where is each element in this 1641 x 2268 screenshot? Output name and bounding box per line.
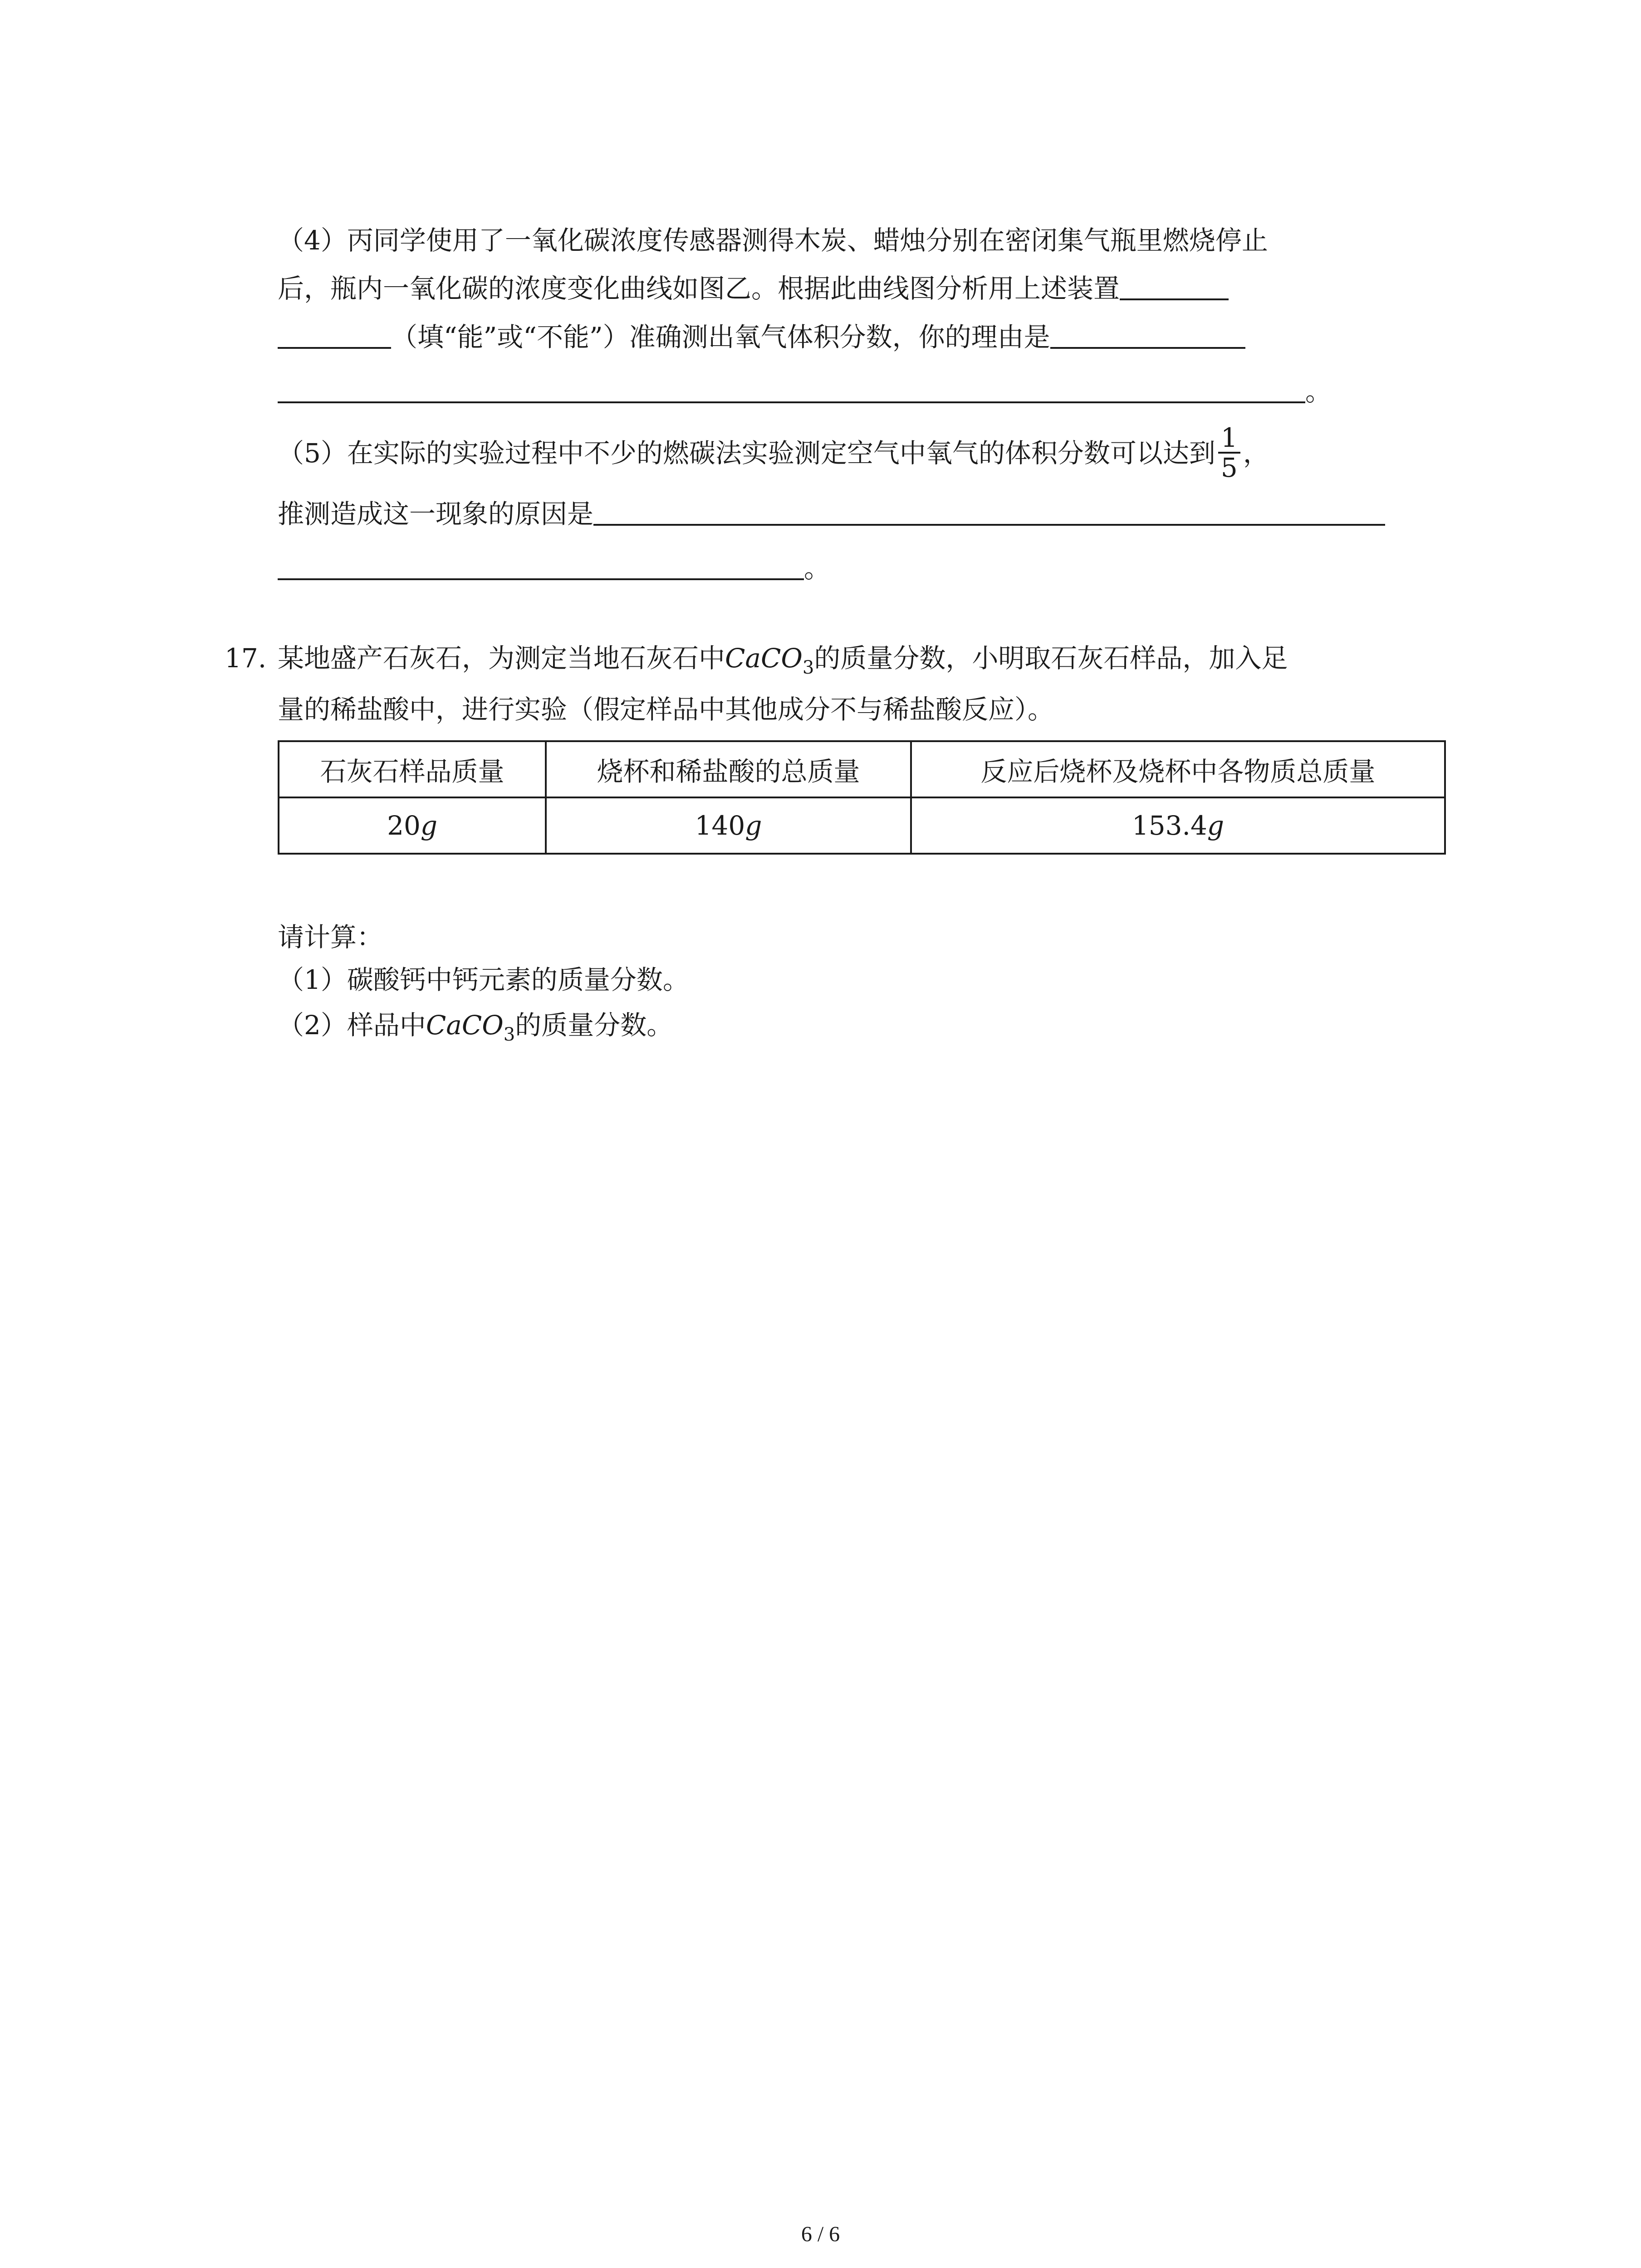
q17-number: 17.: [225, 643, 267, 674]
q16-part5-line1: （5）在实际的实验过程中不少的燃碳法实验测定空气中氧气的体积分数可以达到 $\frac{1}{5}$ ，: [278, 422, 1269, 483]
table-cell: 20g: [279, 797, 546, 854]
answer-blank-can-or-cannot-cont[interactable]: [278, 319, 391, 349]
table-header-cell: 烧杯和稀盐酸的总质量: [546, 741, 911, 797]
q16-part5-line2: 推测造成这一现象的原因是: [278, 496, 1385, 532]
table-header-cell: 反应后烧杯及烧杯中各物质总质量: [911, 741, 1445, 797]
q16-part4-line4: 。: [278, 373, 1332, 410]
q16-part5-line3: 。: [278, 550, 830, 587]
answer-blank-reason[interactable]: [1050, 319, 1245, 349]
q17-sub2: （2）样品中CaCO$_3$的质量分数。: [278, 1010, 673, 1045]
formula-caco3: CaCO$_3$: [725, 643, 814, 678]
answer-blank-reason-cont[interactable]: [278, 373, 1305, 403]
formula-caco3: CaCO$_3$: [426, 1010, 515, 1045]
fraction-one-fifth: $\frac{1}{5}$: [1218, 424, 1240, 482]
q17-data-table: [278, 740, 1446, 855]
q16-part4-line3: （填“能”或“不能”）准确测出氧气体积分数，你的理由是: [278, 319, 1245, 355]
q17-line2: 量的稀盐酸中，进行实验（假定样品中其他成分不与稀盐酸反应）。: [278, 694, 1054, 725]
q16-part4-line1: （4）丙同学使用了一氧化碳浓度传感器测得木炭、蜡烛分别在密闭集气瓶里燃烧停止: [278, 225, 1268, 256]
q17-sub1: （1）碳酸钙中钙元素的质量分数。: [278, 964, 689, 995]
answer-blank-cause[interactable]: [593, 496, 1385, 526]
q16-part4-line2: 后，瓶内一氧化碳的浓度变化曲线如图乙。根据此曲线图分析用上述装置: [278, 270, 1229, 307]
answer-blank-cause-cont[interactable]: [278, 550, 804, 580]
q17-line1: 某地盛产石灰石，为测定当地石灰石中CaCO$_3$的质量分数，小明取石灰石样品，加入足: [278, 643, 1288, 678]
table-header-row: [279, 741, 1445, 797]
table-cell: 153.4g: [911, 797, 1445, 854]
answer-blank-can-or-cannot[interactable]: [1120, 270, 1229, 300]
table-row: [279, 797, 1445, 854]
table-cell: 140g: [546, 797, 911, 854]
table-header-cell: 石灰石样品质量: [279, 741, 546, 797]
page-number: 6 / 6: [801, 2222, 840, 2246]
q17-prompt: 请计算：: [278, 922, 383, 953]
